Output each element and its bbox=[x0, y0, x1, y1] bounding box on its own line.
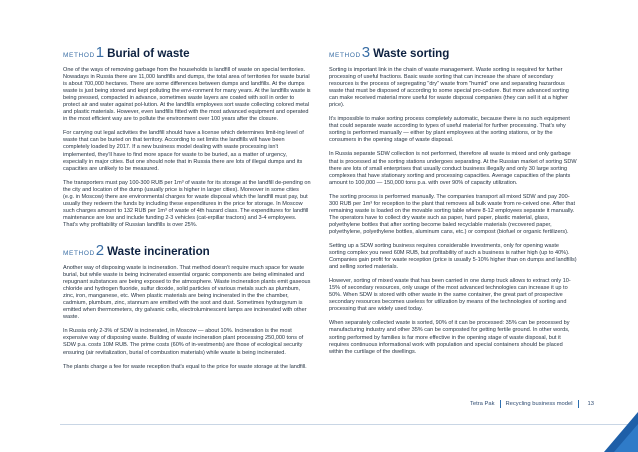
paragraph: Another way of disposing waste is incineration. That method doesn't require much space for waste burial, but while waste is being incinerated essential organic components are being eliminated and repugnant substances are being exposed to the atmosphere. Waste incineration plants emit gaseous chloride and hydrogen fluoride, sulfur dioxide, solid particles of various metals such as plumbum, zinc, iron, manganese, etc. When plastic materials are being incinerated in the the chamber, cadmium, plumbum, zinc, stannum are emitted with the soot and dust. Sometimes hydrargyrum is emitted when thermometers, dry galvanic cells, electroluminescent lamps are incinerated with other waste. bbox=[63, 264, 311, 321]
left-column bbox=[63, 44, 311, 378]
paragraph: The transporters must pay 100-300 RUB per 1m³ of waste for its storage at the landfill de-pending on the city and location of the dump (usually price is higher in larger cities). Moreover in some cities (e.g. in Moscow) there are environmental charges for waste disposal which the landfill must pay, but usually they redeem the funds by including these expenditures in the price for storage. In Moscow such charges amount to 132 RUB per 1m³ of waste of 4th hazard class. The expenditures for landfill maintenance are low and include funding 2-3 vehicles (cat-erpillar tractors) and 3-4 employees. That's why profitability of Russian landfills is over 25%. bbox=[63, 179, 311, 228]
paragraph: When separately collected waste is sorted, 90% of it can be processed: 35% can be processed by manufacturing industry and other 35% can be composted for getting fertile ground. In other words, sorting performed by families is far more effective in the opening stage of waste disposal, but it requires continuous informational work with population and special containers should be placed within the curtilage of the dwellings. bbox=[329, 320, 570, 355]
method-number: 2 bbox=[95, 241, 105, 259]
paragraph: The sorting process is performed manually. The companies transport all mixed SDW and pay 200-300 RUB per 1m³ for reception to the plant that removes all bulk waste from re-ceived one. After that remaining waste is loaded on the movable sorting table where 8-12 employees separate it manually. The operators have to collect dry waste such as paper, hard paper, plastic material, glass, polyethylene bottles that after sorting become baled recyclable materials (recovered paper, polyethylene, polyethylene bottles, aluminum cans, etc.) or compost (biofuel or organic fertilizers). bbox=[329, 193, 576, 235]
paragraph: However, sorting of mixed waste that has been carried in one dump truck allows to extract only 10-15% of secondary resources, only usage of the most advanced technologies can increase it up to 50%. When SDW is stored with other waste in the same container, the great part of prospective secondary resources becomes useless for utilization by means of the technologies of sorting and processing that are widely used today. bbox=[329, 278, 571, 313]
paragraph: For carrying out legal activities the landfill should have a license which determines limit-ing level of waste that can be buried on that territory. According to set limits the landfills will have been completely loaded by 2017. If a new business model dealing with waste processing isn't implemented, they'll have to find more space for waste to be buried, as a matter of urgency, especially in major cities. But one should note that in Russia there are lots of illegal dumps and its capacities are unlikely to be measured. bbox=[63, 130, 304, 172]
paragraph: The plants charge a fee for waste reception that's equal to the price for waste storage at the landfill. bbox=[63, 363, 307, 370]
section-title: Burial of waste bbox=[107, 47, 190, 60]
page-footer bbox=[470, 400, 594, 408]
section-title: Waste sorting bbox=[373, 47, 450, 60]
paragraph: In Russia only 2-3% of SDW is incinerated, in Moscow — about 10%. Incineration is the most expensive way of disposing waste. Building of waste incineration plant processing 250,000 tons of SDW p.a. costs 10M RUB. The prime costs (60% of in-vestments) are those of ecological security ensuring (air revitalization, burial of combustion materials) while waste is being incinerated. bbox=[63, 328, 304, 356]
method-number: 3 bbox=[361, 44, 371, 61]
corner-decoration-icon bbox=[604, 412, 638, 452]
right-column bbox=[329, 44, 577, 363]
paragraph: Setting up a SDW sorting business requires considerable investments, only for opening waste sorting complex you need 60M RUB, but profitability of such a business is rather high (up to 40%). Companies gain profit for waste reception (price is usually 5-10% higher than on dumps and landfills) and selling sorted materials. bbox=[329, 242, 577, 271]
method-label: METHOD bbox=[63, 52, 95, 59]
section-heading-sorting bbox=[329, 44, 577, 61]
section-heading-burial bbox=[63, 44, 311, 61]
footer-divider bbox=[60, 424, 638, 425]
method-label: METHOD bbox=[329, 52, 361, 59]
paragraph: One of the ways of removing garbage from the households is landfill of waste on special territories. Nowadays in Russia there are 11,000 landfills and dumps, the total area of territories for waste burial is about 700,000 hectares. There are some differences between dumps and landfills. At the dumps waste is just being stored and kept polluting the envi-ronment for many years. At the landfills waste is being pressed, compacted in advance, sometimes waste layers are coated with soil in order to protect air and water against pol-lution. At the landfills employees sort waste collecting colored metal and plastic materials. However, even landfills fitted with the most advanced equipment and operated in the most efficient way are to pollute the environment over 100 years after the closure. bbox=[63, 67, 311, 123]
section-title: Waste incineration bbox=[107, 244, 210, 258]
footer-separator bbox=[500, 400, 501, 408]
paragraph: Sorting is important link in the chain of waste management. Waste sorting is required for further processing of useful fractions. Basic waste sorting that can increase the share of secondary resources is the process of segregating "dry" waste from "humid" one and separating hazardous waste that must be disposed of according to some special pro-cedure. But more advanced sorting can make received material more useful for waste disposal companies (they can sell it at a higher price). bbox=[329, 67, 569, 109]
paragraph: It's impossible to make sorting process completely automatic, because there is no such equipment that could separate waste according to types of useful material for further processing. That's why sorting is performed manually — either by plant employees at the sorting stations, or by the consumers in the opening stage of waste disposal. bbox=[329, 116, 570, 144]
method-number: 1 bbox=[95, 44, 105, 61]
paragraph: In Russia separate SDW collection is not performed, therefore all waste is mixed and only garbage that is processed at the sorting stations undergoes separating. At the Russian market of sorting SDW there are lots of small enterprises that usually conduct business illegally and only 30 large sorting complexes that have stationary sorting and processing capacities. Average capacities of the plants amount to 100,000 — 150,000 tons p.a. with over 90% of capacity utilization. bbox=[329, 151, 577, 186]
footer-brand: Tetra Pak bbox=[470, 401, 495, 407]
footer-separator bbox=[578, 400, 579, 408]
footer-publication: Recycling business model bbox=[505, 401, 573, 407]
method-label: METHOD bbox=[63, 249, 95, 257]
page-number: 13 bbox=[587, 401, 594, 407]
section-heading-incineration bbox=[63, 242, 311, 259]
